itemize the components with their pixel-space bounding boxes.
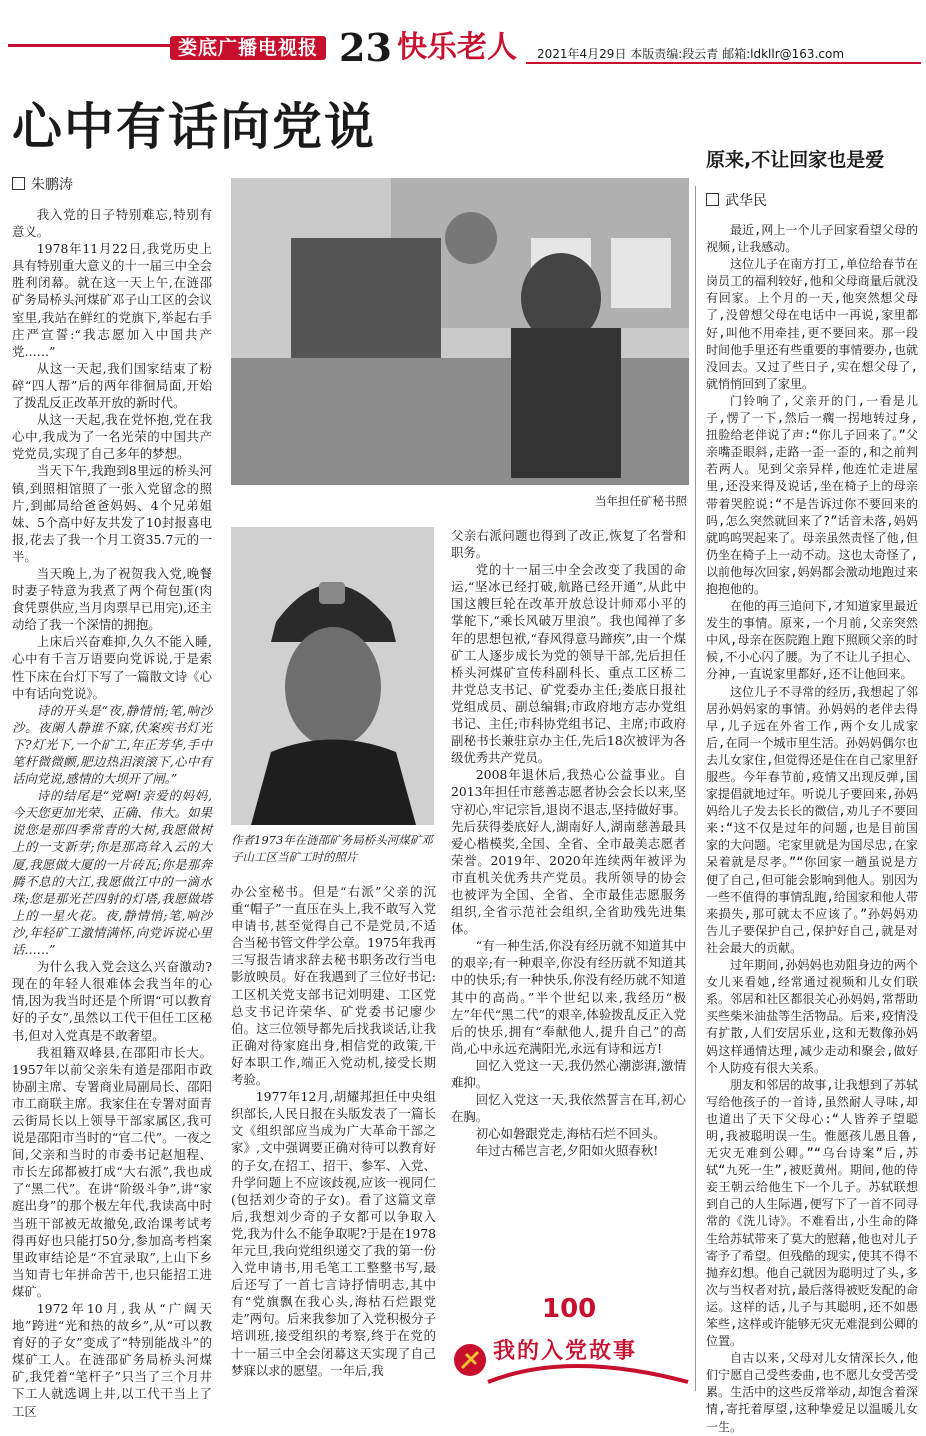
paragraph: 我祖籍双峰县,在邵阳市长大。1957年以前父亲朱有道是邵阳市政协副主席、专署商业局副局长、邵阳市工商联主席。我家住在专署对面青云街局长以上领导干部家属区,我可说是邵阳市当时的“官二代”。一夜之间,父亲和当时的市委书记赵旭程、市长左邱都被打成“大右派”,我也成了“黑二代”。在讲“阶级斗争”,讲“家庭出身”的那个极左年代,我读高中时当班干部被无故撤免,政治课考试考得再好也只能打50分,参加高考档案里政审结论是“不宜录取”,上山下乡当知青七年拼命苦干,也只能招工进煤矿。 [12,1044,212,1299]
paragraph: 从这一天起,我在党怀抱,党在我心中,我成为了一名光荣的中国共产党党员,实现了自己多年的梦想。 [12,412,212,462]
page-number: 23 [339,25,392,70]
photo-office-image [231,178,689,485]
photo-office [231,178,689,485]
byline-box-icon [12,177,25,190]
paragraph: 父亲右派问题也得到了改正,恢复了名誉和职务。 [451,528,686,561]
paragraph: 过年期间,孙妈妈也劝阻身边的两个女儿来看她,经常通过视频和儿女们联系。邻居和社区都很关心孙妈妈,常帮助买些柴米油盐等生活物品。后来,疫情没有扩散,人们安居乐业,这和无数像孙妈妈这样通情达理,减少走动和聚会,做好个人防疫有很大关系。 [706,958,918,1075]
column-divider [695,186,696,1391]
side-byline-name: 武华民 [725,193,767,209]
newspaper-brand: 娄底广播电视报 [170,36,326,60]
paragraph: 上床后兴奋难抑,久久不能入睡,心中有千言万语要向党诉说,于是索性下床在台灯下写了一篇散文诗《心中有话向党说》。 [12,634,212,701]
party-story-label: 我的入党故事 [493,1338,638,1364]
paragraph: 2008年退休后,我热心公益事业。自2013年担任市慈善志愿者协会会长以来,坚守初心,牢记宗旨,退岗不退志,坚持做好事。先后获得娄底好人,湖南好人,湖南慈善最具爱心楷模奖,全国、全省、全市最美志愿者荣誉。2019年、2020年连续两年被评为市直机关优秀共产党员。我所领导的协会也被评为全国、全省、全市最佳志愿服务组织,全省示范社会组织,全省助残先进集体。 [451,767,686,937]
paragraph: 1978年11月22日,我党历史上具有特别重大意义的十一届三中全会胜利闭幕。就在这一天上午,在涟邵矿务局桥头河煤矿邓子山工区的会议室里,我站在鲜红的党旗下,举起右手庄严宣誓:“我志愿加入中国共产党……” [12,241,212,359]
centenary-number: 100 [542,1294,597,1324]
paragraph: 办公室秘书。但是“右派”父亲的沉重“帽子”一直压在头上,我不敢写入党申请书,甚至觉得自己不是党员,不适合当秘书管文件学公章。1975年我再三写报告请求辞去秘书职务改行当电影放映员。好在我遇到了三位好书记:工区机关党支部书记刘明建、工区党总支书记许荣华、矿党委书记廖少伯。这三位领导都先后找我谈话,让我正确对待家庭出身,相信党的政策,干好本职工作,端正入党动机,接受长期考验。 [231,884,437,1088]
article-byline [12,176,73,194]
photo-miner-portrait [231,527,434,825]
article-column-1 [12,206,212,1419]
poem-paragraph: 诗的结尾是“党啊!亲爱的妈妈,今天您更加光荣、正确、伟大。如果说您是那四季常青的大树,我愿做树上的一支新芽;你是那高耸入云的大厦,我愿做大厦的一片砖瓦;你是那奔腾不息的大江,我愿做江中的一滴水珠;您是那光芒四射的灯塔,我愿做塔上的一星火花。夜,静情悄;笔,响沙沙,年轻矿工激情满怀,向党诉说心里话……” [12,788,212,958]
masthead [0,0,926,70]
paragraph: 这位儿子不寻常的经历,我想起了邻居孙妈妈家的事情。孙妈妈的老伴去得早,儿子远在外省工作,两个女儿成家后,在同一个城市里生活。孙妈妈偶尔也去儿女家住,但觉得还是住在自己家里舒服些。今年春节前,疫情又出现反弹,国家提倡就地过年。听说儿子要回来,孙妈妈给儿子发去长长的微信,劝儿子不要回来:“这不仅是过年的问题,也是目前国家的大问题。宅家里就是为国尽忠,在家呆着就是尽孝。”“你回家一趟虽说是方便了自己,但可能会影响到他人。别因为一些不值得的事情乱跑,给国家和他人带来损失,那可就太不应该了。”孙妈妈劝告儿子要保护自己,保护好自己,就是对社会最大的贡献。 [706,684,918,955]
paragraph: 回忆入党这一天,我依然誓言在耳,初心在胸。 [451,1092,686,1125]
header-info: 2021年4月29日 本版责编:段云青 邮箱:ldkllr@163.com [537,47,845,61]
article-title: 心中有话向党说 [12,98,376,156]
paragraph: 当天下午,我跑到8里远的桥头河镇,到照相馆照了一张入党留念的照片,到邮局给爸爸妈妈、4个兄弟姐妹、5个高中好友共发了10封报喜电报,花去了我一个月工资35.7元的一半。 [12,463,212,564]
paragraph: 1972年10月,我从“广阔天地”跨进“光和热的故乡”,从“可以教育好的子女”变成了“特别能战斗”的煤矿工人。在涟邵矿务局桥头河煤矿,我凭着“笔杆子”只当了三个月井下工人就选调上井,以工代干当上了工区 [12,1301,212,1419]
side-article-title: 原来,不让回家也是爱 [706,149,885,171]
side-article-body [706,222,918,1434]
photo-miner-image [231,527,434,825]
section-title: 快乐老人 [397,30,517,65]
paragraph: 初心如磐跟党走,海枯石烂不回头。 [475,1126,666,1142]
byline-box-icon [706,193,719,206]
paragraph: 这位儿子在南方打工,单位给春节在岗员工的福利较好,他和父母商量后就没有回家。上个月的一天,他突然想父母了,没曾想父母在电话中一再说,家里都好,叫他不用牵挂,更不要回来。那一段时间他手里还有些重要的事情要办,也就没回去。又过了些日子,实在想父母了,就悄悄回到了家里。 [706,257,918,391]
photo-miner-caption: 作者1973年在涟邵矿务局桥头河煤矿邓子山工区当矿工时的照片 [231,833,433,864]
photo-office-caption: 当年担任矿秘书照 [595,494,687,508]
paragraph: 1977年12月,胡耀邦担任中央组织部长,人民日报在头版发表了一篇长文《组织部应当成为广大革命干部之家》,文中强调要正确对待可以教育好的子女,在招工、招干、参军、入党、升学问题上不应该歧视,应该一视同仁(包括刘少奇的子女)。看了这篇文章后,我想刘少奇的子女都可以争取入党,我为什么不能争取呢?于是在1978年元旦,我向党组织递交了我的第一份入党申请书,用毛笔工工整整书写,最后还写了一首七言诗抒情明志,其中有“党旗飘在我心头,海枯石烂跟党走”两句。后来我参加了入党积极分子培训班,接受组织的考察,终于在党的十一届三中全会闭幕这天实现了自己梦寐以求的愿望。一年后,我 [231,1089,436,1378]
paragraph: 朋友和邻居的故事,让我想到了苏轼写给他孩子的一首诗,虽然耐人寻味,却也道出了天下父母心:“人皆养子望聪明,我被聪明误一生。惟愿孩儿愚且鲁,无灾无难到公卿。”“乌台诗案”后,苏轼“九死一生”,被贬黄州。期间,他的侍妾王朝云给他生下一个儿子。苏轼联想到自己的人生际遇,便写下了一首不同寻常的《洗儿诗》。不难看出,小生命的降生给苏轼带来了莫大的慰藉,他也对儿子寄予了希望。但残酷的现实,使其不得不抛弃幻想。他自己就因为聪明过了头,多次与当权者对抗,最后落得被贬发配的命运。这样的话,儿子与其聪明,还不如愚笨些,这样或许能够无灾无难混到公卿的位置。 [706,1077,918,1349]
paragraph: 年过古稀岂言老,夕阳如火照春秋! [475,1143,659,1159]
paragraph: 我入党的日子特别难忘,特别有意义。 [12,207,212,240]
paragraph: 在他的再三追问下,才知道家里最近发生的事情。原来,一个月前,父亲突然中风,母亲在医院跑上跑下照顾父亲的时候,不小心闪了腰。为了不让儿子担心、分神,一直说家里都好,还不让他回来。 [706,599,918,682]
paragraph: 回忆入党这一天,我仍然心潮澎湃,激情难抑。 [451,1057,686,1090]
side-article-byline [706,192,767,210]
paragraph: 门铃响了,父亲开的门,一看是儿子,愣了一下,然后一瘸一拐地转过身,扭脸给老伴说了声:“你儿子回来了。”父亲嘴歪眼斜,走路一歪一歪的,和之前判若两人。见到父亲异样,他连忙走进屋里,还没来得及说话,坐在椅子上的母亲带着哭腔说:“不是告诉过你不要回来的吗,怎么突然就回来了?”话音未落,妈妈就呜呜哭起来了。母亲虽然责怪了他,但仍坐在椅子上一动不动。这也太奇怪了,以前他每次回家,妈妈都会激动地跑过来抱抱他的。 [706,393,918,596]
masthead-rule-right [526,62,921,64]
masthead-rule-left [8,44,173,47]
article-column-2 [231,883,436,1393]
paragraph: 自古以来,父母对儿女情深长久,他们宁愿自己受些委曲,也不愿儿女受苦受累。生活中的这些反常举动,却饱含着深情,寄托着厚望,这种挚爱足以温暖儿女一生。 [706,1351,918,1434]
paragraph: 当天晚上,为了祝贺我入党,晚餐时妻子特意为我煮了两个荷包蛋(肉食凭票供应,当月肉票早已用完),还主动给了我一个深情的拥抱。 [12,565,212,633]
paragraph: 为什么我入党会这么兴奋激动?现在的年轻人很难体会我当年的心情,因为我当时还是个所谓“可以教育好的子女”,虽然以工代干但任工区秘书,但对入党真是不敢奢望。 [12,959,212,1043]
paragraph: 从这一天起,我们国家结束了粉碎“四人帮”后的两年徘徊局面,开始了拨乱反正改革开放的新时代。 [12,360,212,411]
article-column-3 [451,527,686,1287]
paragraph: “有一种生活,你没有经历就不知道其中的艰辛;有一种艰辛,你没有经历就不知道其中的快乐;有一种快乐,你没有经历就不知道其中的高尚。”半个世纪以来,我经历“极左”年代“黑二代”的艰辛,体验拨乱反正入党后的快乐,拥有“奉献他人,提升自己”的高尚,心中永远充满阳光,永远有诗和远方! [451,938,686,1056]
paragraph: 最近,网上一个儿子回家看望父母的视频,让我感动。 [706,223,918,255]
paragraph: 党的十一届三中全会改变了我国的命运,“坚冰已经打破,航路已经开通”,从此中国这艘巨轮在改革开放总设计师邓小平的掌舵下,“乘长风破万里浪”。我也闻禅了多年的思想包袱,“春风得意马蹄疾”,由一个煤矿工人逐步成长为党的领导干部,先后担任桥头河煤矿宣传科副科长、重点工区桥二井党总支书记、矿党委办主任;娄底日报社党组成员、副总编辑;市政府地方志办党组书记、主任;市科协党组书记、主席;市政府副秘书长兼驻京办主任,先后18次被评为各级优秀共产党员。 [451,562,686,766]
byline-name: 朱鹏涛 [31,177,73,193]
poem-paragraph: 诗的开头是“夜,静情悄;笔,响沙沙。夜阑人静谁不寐,伏案疾书灯光下?灯光下,一个矿工,年正芳华,手中笔杆微微颤,肥边热泪滚滚下,心中有话向党说,感情的大坝开了闸。” [12,702,212,787]
